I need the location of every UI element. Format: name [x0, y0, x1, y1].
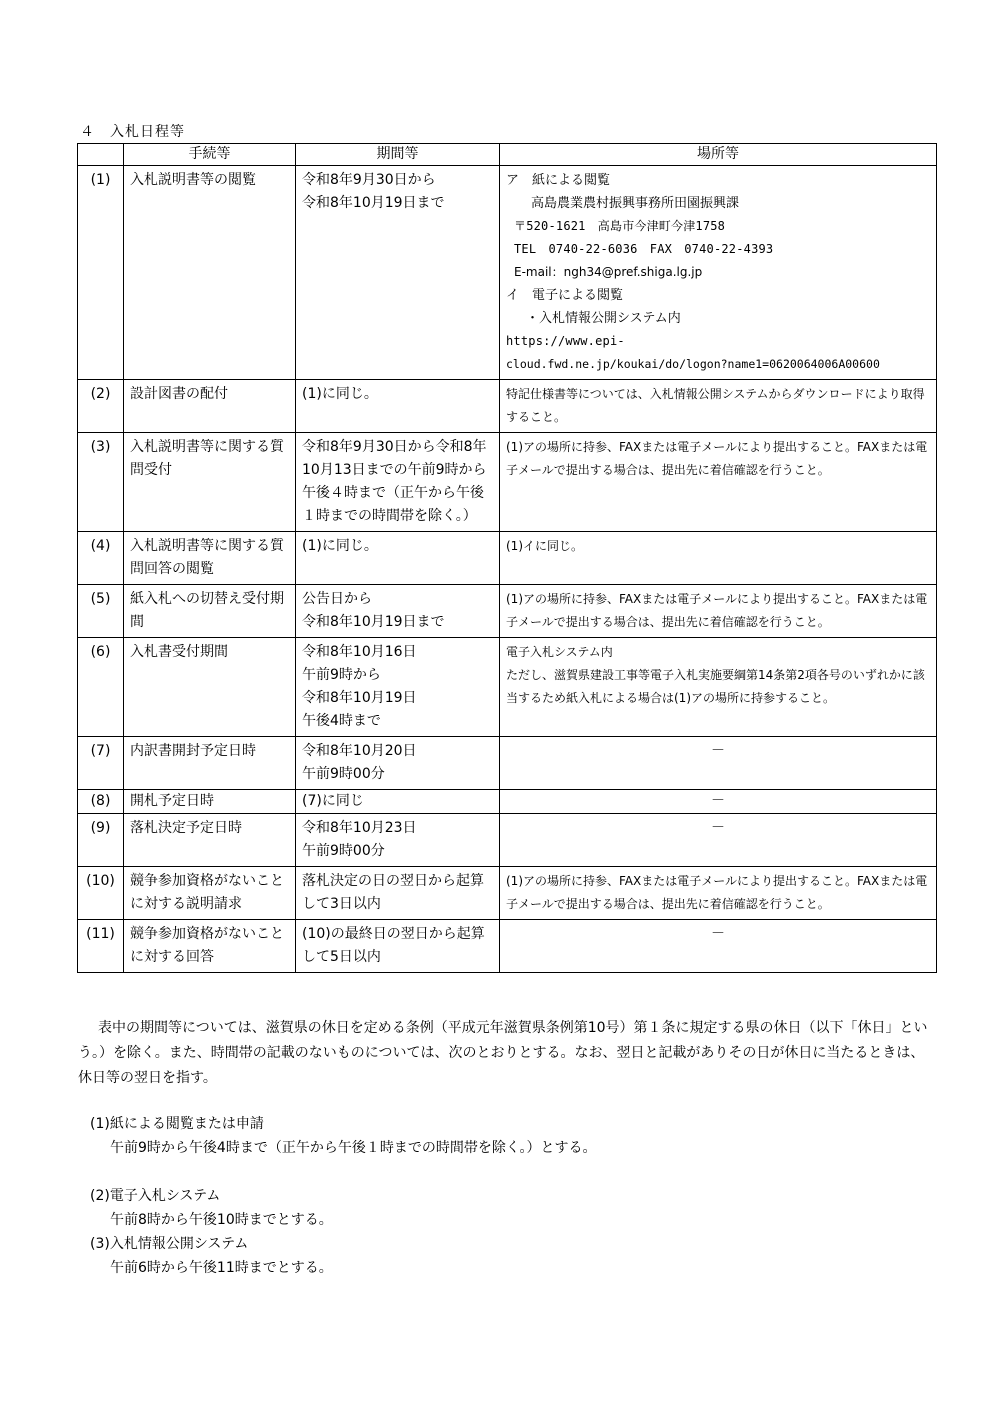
- period-cell: [296, 380, 500, 433]
- row-number: (7): [78, 737, 124, 790]
- table-row: [78, 532, 937, 585]
- section-heading: ４ 入札日程等: [80, 124, 185, 140]
- place-line: イ 電子による閲覧: [506, 288, 624, 303]
- office-address: 〒520-1621 高島市今津町今津1758: [514, 219, 726, 233]
- place-cell: [500, 638, 937, 737]
- office-phone-fax: TEL 0740-22-6036 FAX 0740-22-4393: [514, 242, 774, 256]
- period-cell: [296, 166, 500, 380]
- table-row: [78, 433, 937, 532]
- table-row: [78, 814, 937, 867]
- subsection-desc: 午前9時から午後4時まで（正午から午後１時までの時間帯を除く。）とする。: [110, 1140, 597, 1156]
- row-number: (5): [78, 585, 124, 638]
- header-place: 場所等: [500, 144, 937, 166]
- procedure-cell: 競争参加資格がないことに対する回答: [124, 920, 296, 973]
- row-number: (6): [78, 638, 124, 737]
- table-row: [78, 585, 937, 638]
- office-name: 高島農業農村振興事務所田園振興課: [531, 196, 740, 211]
- subsection-desc: 午前8時から午後10時までとする。: [110, 1212, 333, 1228]
- table-row: [78, 638, 937, 737]
- header-procedure: 手続等: [124, 144, 296, 166]
- place-cell: －: [500, 920, 937, 973]
- period-line: 令和8年10月20日: [302, 743, 417, 759]
- subsection-title: (3)入札情報公開システム: [90, 1236, 249, 1252]
- place-cell: (1)アの場所に持参、FAXまたは電子メールにより提出すること。FAXまたは電子メールで提出する場合は、提出先に着信確認を行うこと。: [500, 433, 937, 532]
- place-cell: 特記仕様書等については、入札情報公開システムからダウンロードにより取得すること。: [500, 380, 937, 433]
- period-line: 午前9時00分: [302, 843, 385, 859]
- period-line: 午前9時00分: [302, 766, 385, 782]
- place-cell: (1)アの場所に持参、FAXまたは電子メールにより提出すること。FAXまたは電子メールで提出する場合は、提出先に着信確認を行うこと。: [500, 585, 937, 638]
- header-period: 期間等: [296, 144, 500, 166]
- epi-cloud-link[interactable]: https://www.epi-: [506, 334, 625, 348]
- period-cell: 落札決定の日の翌日から起算して3日以内: [296, 867, 500, 920]
- period-cell: (10)の最終日の翌日から起算して5日以内: [296, 920, 500, 973]
- period-line: (1)に同じ。: [302, 538, 378, 554]
- row-number: (1): [78, 166, 124, 380]
- period-line: 令和8年10月19日まで: [302, 195, 445, 211]
- subsection-title: (2)電子入札システム: [90, 1188, 221, 1204]
- subsection-paper: [90, 1112, 597, 1160]
- table-note: [78, 1016, 936, 1091]
- place-cell: －: [500, 737, 937, 790]
- procedure-cell: 内訳書開封予定日時: [124, 737, 296, 790]
- row-number: (4): [78, 532, 124, 585]
- subsection-desc: 午前6時から午後11時までとする。: [110, 1260, 333, 1276]
- period-cell: 令和8年9月30日から令和8年10月13日までの午前9時から午後４時まで（正午から午後１時までの時間帯を除く。）: [296, 433, 500, 532]
- place-cell: [500, 166, 937, 380]
- period-line: 令和8年10月16日: [302, 644, 417, 660]
- procedure-cell: 開札予定日時: [124, 790, 296, 814]
- period-line: 令和8年10月19日まで: [302, 614, 445, 630]
- place-line: 電子入札システム内: [506, 645, 613, 659]
- place-cell: (1)アの場所に持参、FAXまたは電子メールにより提出すること。FAXまたは電子メールで提出する場合は、提出先に着信確認を行うこと。: [500, 867, 937, 920]
- row-number: (3): [78, 433, 124, 532]
- procedure-cell: 落札決定予定日時: [124, 814, 296, 867]
- procedure-cell: 入札書受付期間: [124, 638, 296, 737]
- period-line: 令和8年10月23日: [302, 820, 417, 836]
- procedure-cell: 入札説明書等に関する質問回答の閲覧: [124, 532, 296, 585]
- period-cell: [296, 532, 500, 585]
- office-email: E-mail：ngh34@pref.shiga.lg.jp: [514, 265, 703, 279]
- subsection-info-disclosure: [90, 1232, 333, 1280]
- period-cell: [296, 790, 500, 814]
- schedule-table: [77, 143, 937, 973]
- procedure-cell: 入札説明書等に関する質問受付: [124, 433, 296, 532]
- period-cell: [296, 814, 500, 867]
- table-row: [78, 380, 937, 433]
- place-cell: －: [500, 790, 937, 814]
- subsection-e-bidding: [90, 1184, 333, 1232]
- table-row: [78, 166, 937, 380]
- period-line: 午前9時から: [302, 667, 381, 683]
- period-cell: [296, 585, 500, 638]
- table-row: [78, 920, 937, 973]
- place-cell: (1)イに同じ。: [500, 532, 937, 585]
- place-cell: －: [500, 814, 937, 867]
- table-row: [78, 790, 937, 814]
- period-line: 令和8年10月19日: [302, 690, 417, 706]
- place-line: ・入札情報公開システム内: [526, 311, 681, 326]
- epi-cloud-link-cont[interactable]: cloud.fwd.ne.jp/koukai/do/logon?name1=0620064006A00600: [506, 357, 880, 371]
- period-line: 令和8年9月30日から: [302, 172, 436, 188]
- period-line: (7)に同じ: [302, 793, 364, 809]
- header-blank: [78, 144, 124, 166]
- procedure-cell: 設計図書の配付: [124, 380, 296, 433]
- period-line: 公告日から: [302, 591, 372, 607]
- procedure-cell: 入札説明書等の閲覧: [124, 166, 296, 380]
- procedure-cell: 競争参加資格がないことに対する説明請求: [124, 867, 296, 920]
- row-number: (9): [78, 814, 124, 867]
- row-number: (11): [78, 920, 124, 973]
- place-line: ア 紙による閲覧: [506, 173, 611, 188]
- period-cell: [296, 737, 500, 790]
- period-line: 午後4時まで: [302, 713, 381, 729]
- table-row: [78, 867, 937, 920]
- procedure-cell: 紙入札への切替え受付期間: [124, 585, 296, 638]
- place-text: ただし、滋賀県建設工事等電子入札実施要綱第14条第2項各号のいずれかに該当するため紙入札による場合は(1)アの場所に持参すること。: [506, 668, 925, 705]
- row-number: (2): [78, 380, 124, 433]
- row-number: (10): [78, 867, 124, 920]
- period-line: (1)に同じ。: [302, 386, 378, 402]
- table-header-row: [78, 144, 937, 166]
- row-number: (8): [78, 790, 124, 814]
- table-row: [78, 737, 937, 790]
- subsection-title: (1)紙による閲覧または申請: [90, 1116, 264, 1132]
- note-paragraph: 表中の期間等については、滋賀県の休日を定める条例（平成元年滋賀県条例第10号）第１条に規定する県の休日（以下「休日」という。）を除く。また、時間帯の記載のないものについては、次のとおりとする。なお、翌日と記載がありその日が休日に当たるときは、休日等の翌日を指す。: [78, 1020, 928, 1086]
- period-cell: [296, 638, 500, 737]
